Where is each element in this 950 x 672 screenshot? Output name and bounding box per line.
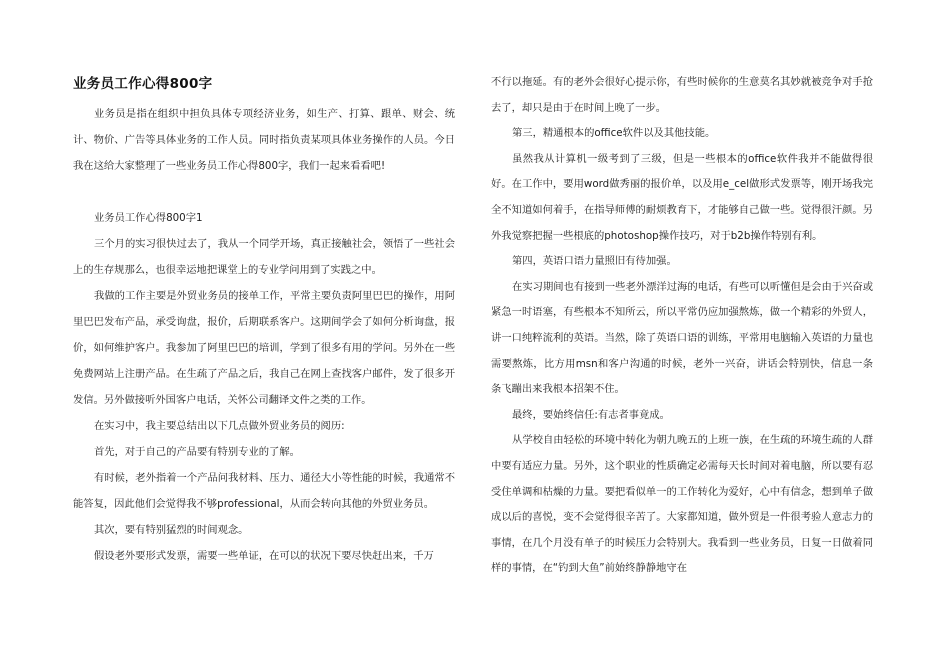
paragraph: 假设老外要形式发票，需要一些单证，在可以的状况下要尽快赶出来，千万 (94, 550, 434, 562)
intro-paragraph: 业务员是指在组织中担负具体专项经济业务，如生产、打算、跟单、财会、统计、物价、广告等具体业务的工作人员。同时指负责某项具体业务操作的人员。今日我在这给大家整理了一些业务员工作心得800字，我们一起来看看吧! (73, 108, 455, 172)
paragraph: 其次，要有特别猛烈的时间观念。 (94, 524, 249, 536)
paragraph: 三个月的实习很快过去了，我从一个同学开场，真正接触社会，领悟了一些社会上的生存规那么，也很幸运地把课堂上的专业学问用到了实践之中。 (73, 238, 455, 276)
document-title: 业务员工作心得800字 (73, 76, 213, 92)
left-body (73, 101, 455, 569)
paragraph: 第四，英语口语力量照旧有待加强。 (512, 255, 677, 268)
paragraph: 首先，对于自己的产品要有特别专业的了解。 (94, 446, 300, 458)
section-heading: 业务员工作心得800字1 (94, 212, 203, 224)
paragraph: 我做的工作主要是外贸业务员的接单工作，平常主要负责阿里巴巴的操作，用阿里巴巴发布产品，承受询盘，报价，后期联系客户。这期间学会了如何分析询盘，报价，如何维护客户。我参加了阿里巴巴的培训，学到了很多有用的学问。另外在一些免费网站上注册产品。在生疏了产品之后，我自己在网上查找客户邮件，发了很多开发信。另外做接听外国客户电话，关怀公司翻译文件之类的工作。 (73, 290, 455, 406)
right-body (491, 70, 873, 582)
paragraph: 在实习期间也有接到一些老外漂洋过海的电话，有些可以听懂但是会由于兴奋或紧急一时语塞，有些根本不知所云，所以平常仍应加强熬炼，做一个精彩的外贸人，讲一口纯粹流利的英语。当然，除了英语口语的训练，平常用电脑输入英语的力量也需要熬炼，比方用msn和客户沟通的时候，老外一兴奋，讲话会特别快，信息一条条飞蹦出来我根本招架不住。 (491, 280, 873, 396)
paragraph: 从学校自由轻松的环境中转化为朝九晚五的上班一族，在生疏的环境生疏的人群中要有适应力量。另外，这个职业的性质确定必需每天长时间对着电脑，所以要有忍受住单调和枯燥的力量。要把看似单一的工作转化为爱好，心中有信念，想到单子做成以后的喜悦，变不会觉得很辛苦了。大家都知道，做外贸是一件很考验人意志力的事情，在几个月没有单子的时候压力会特别大。我看到一些业务员，日复一日做着同样的事情，在“钓到大鱼”前始终静静地守在 (491, 434, 873, 575)
paragraph: 虽然我从计算机一级考到了三级，但是一些根本的office软件我并不能做得很好。在工作中，要用word做秀丽的报价单，以及用e_cel做形式发票等，刚开场我完全不知道如何着手，在指导师傅的耐烦教育下，才能够自己做一些。觉得很汗颜。另外我觉察把握一些根底的photoshop操作技巧，对于b2b操作特别有利。 (491, 152, 873, 242)
paragraph: 第三，精通根本的office软件以及其他技能。 (512, 127, 716, 140)
paragraph: 最终，要始终信任:有志者事竟成。 (512, 408, 670, 421)
paragraph: 有时候，老外指着一个产品问我材料、压力、通径大小等性能的时候，我通常不能答复，因此他们会觉得我不够professional，从而会转向其他的外贸业务员。 (73, 472, 455, 510)
continued-paragraph: 不行以拖延。有的老外会很好心提示你，有些时候你的生意莫名其妙就被竞争对手抢去了，却只是由于在时间上晚了一步。 (491, 76, 873, 114)
paragraph: 在实习中，我主要总结出以下几点做外贸业务员的阅历: (94, 420, 345, 432)
